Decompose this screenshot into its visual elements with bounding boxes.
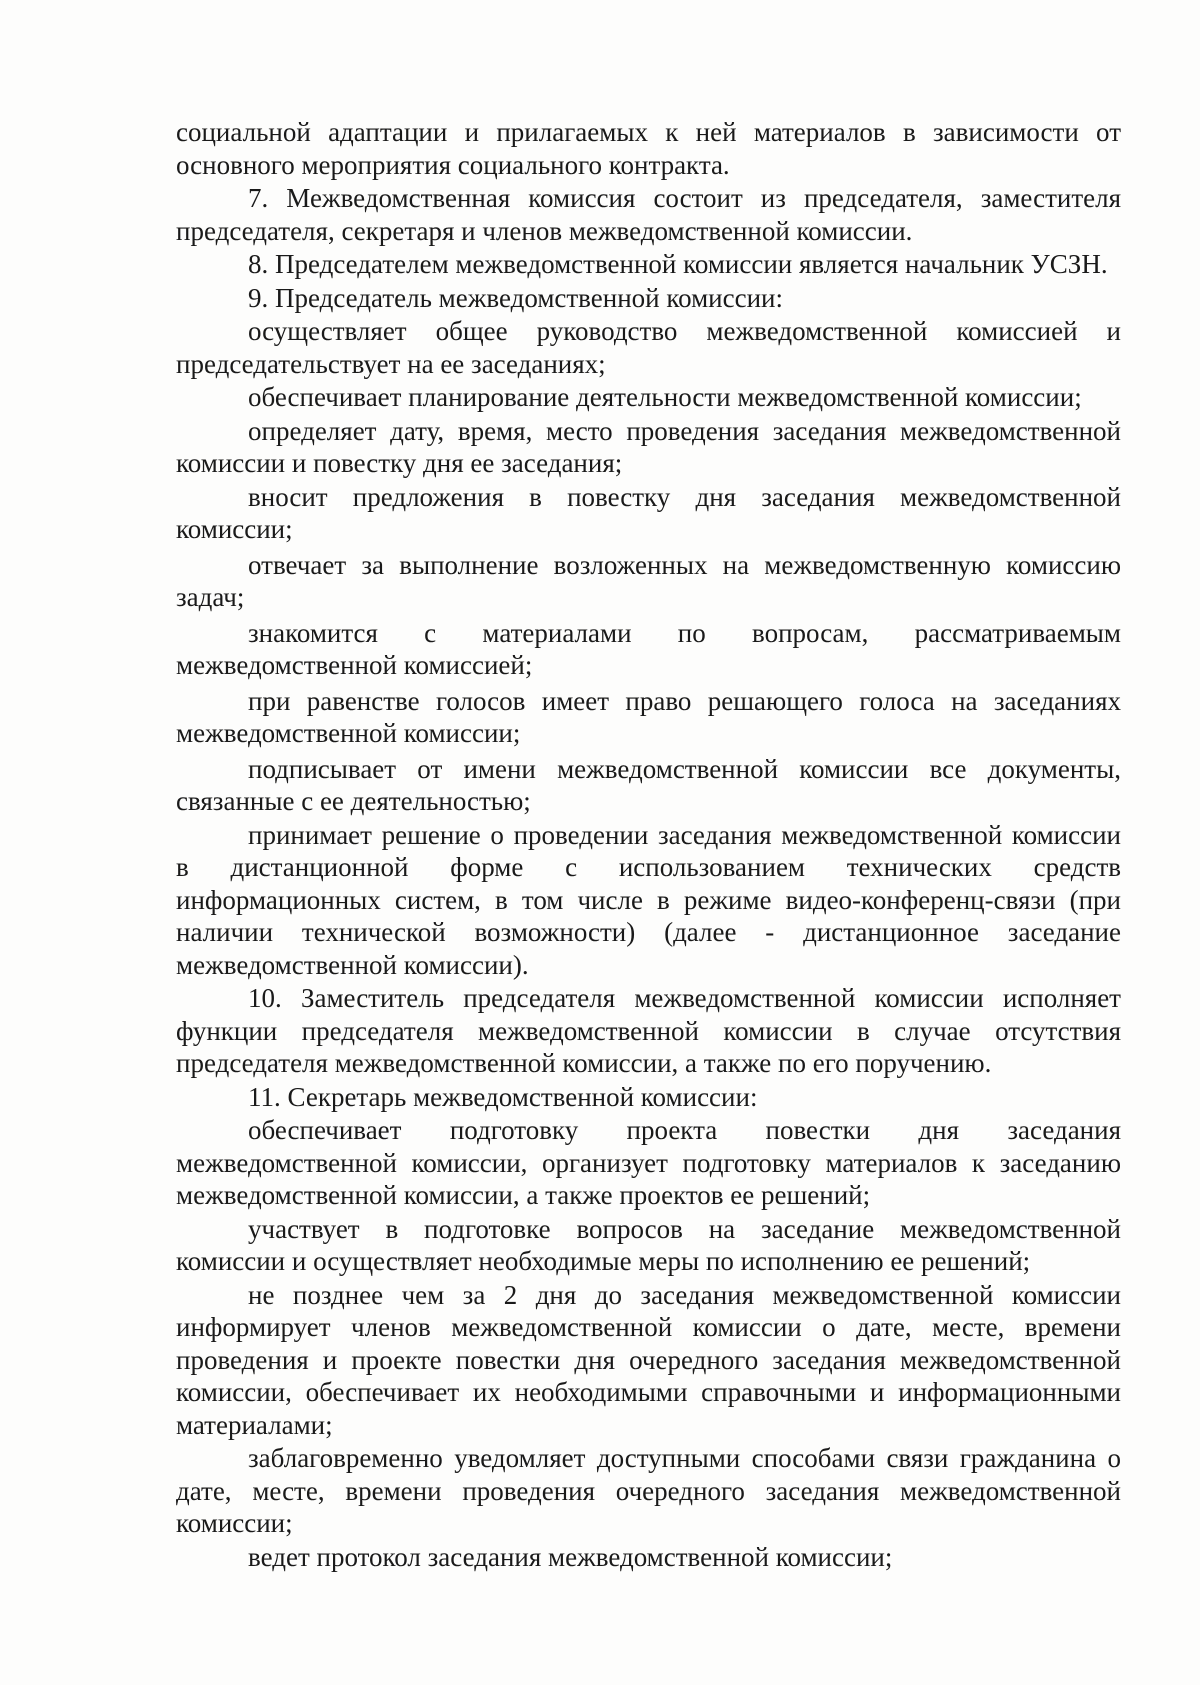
paragraph-chair-duty-7: при равенстве голосов имеет право решающего голоса на заседаниях межведомственной комиссии; bbox=[176, 685, 1121, 748]
paragraph-secretary-duty-3: не позднее чем за 2 дня до заседания межведомственной комиссии информирует членов межведомственной комиссии о дате, месте, времени проведения и проекте повестки дня очередного заседания межведомственной комиссии, обеспечивает их необходимыми справочными и информационными материалами; bbox=[176, 1279, 1121, 1440]
paragraph-chair-duty-8: подписывает от имени межведомственной комиссии все документы, связанные с ее деятельностью; bbox=[176, 753, 1121, 816]
paragraph-chair-duty-2: обеспечивает планирование деятельности межведомственной комиссии; bbox=[248, 382, 1082, 412]
paragraph-chair-duty-1: осуществляет общее руководство межведомственной комиссией и председательствует на ее заседаниях; bbox=[176, 316, 1121, 379]
paragraph-chair-duty-4: вносит предложения в повестку дня заседания межведомственной комиссии; bbox=[176, 481, 1121, 544]
paragraph-item-7: 7. Межведомственная комиссия состоит из председателя, заместителя председателя, секретаря и членов межведомственной комиссии. bbox=[176, 183, 1121, 246]
paragraph-item-10: 10. Заместитель председателя межведомственной комиссии исполняет функции председателя межведомственной комиссии в случае отсутствия председателя межведомственной комиссии, а также по его поручению. bbox=[176, 983, 1121, 1078]
paragraph-item-9-heading: 9. Председатель межведомственной комиссии: bbox=[248, 282, 783, 313]
paragraph-item-8: 8. Председателем межведомственной комиссии является начальник УСЗН. bbox=[248, 249, 1108, 279]
paragraph-secretary-duty-1: обеспечивает подготовку проекта повестки дня заседания межведомственной комиссии, организует подготовку материалов к заседанию межведомственной комиссии, а также проектов ее решений; bbox=[176, 1115, 1121, 1210]
paragraph-secretary-duty-2: участвует в подготовке вопросов на заседание межведомственной комиссии и осуществляет необходимые меры по исполнению ее решений; bbox=[176, 1213, 1121, 1276]
paragraph-continuation: социальной адаптации и прилагаемых к ней материалов в зависимости от основного мероприятия социального контракта. bbox=[176, 117, 1121, 180]
paragraph-chair-duty-6: знакомится с материалами по вопросам, рассматриваемым межведомственной комиссией; bbox=[176, 617, 1121, 680]
paragraph-secretary-duty-4: заблаговременно уведомляет доступными способами связи гражданина о дате, месте, времени проведения очередного заседания межведомственной комиссии; bbox=[176, 1443, 1121, 1538]
paragraph-item-11-heading: 11. Секретарь межведомственной комиссии: bbox=[248, 1081, 758, 1112]
paragraph-chair-duty-5: отвечает за выполнение возложенных на межведомственную комиссию задач; bbox=[176, 549, 1121, 612]
paragraph-secretary-duty-5: ведет протокол заседания межведомственной комиссии; bbox=[248, 1541, 893, 1572]
paragraph-chair-duty-3: определяет дату, время, место проведения заседания межведомственной комиссии и повестку дня ее заседания; bbox=[176, 415, 1121, 478]
paragraph-chair-duty-9: принимает решение о проведении заседания межведомственной комиссии в дистанционной форме с использованием технических средств информационных систем, в том числе в режиме видео-конференц-связи (при наличии технической возможности) (далее - дистанционное заседание межведомственной комиссии). bbox=[176, 819, 1121, 980]
document-body bbox=[176, 116, 1121, 1573]
